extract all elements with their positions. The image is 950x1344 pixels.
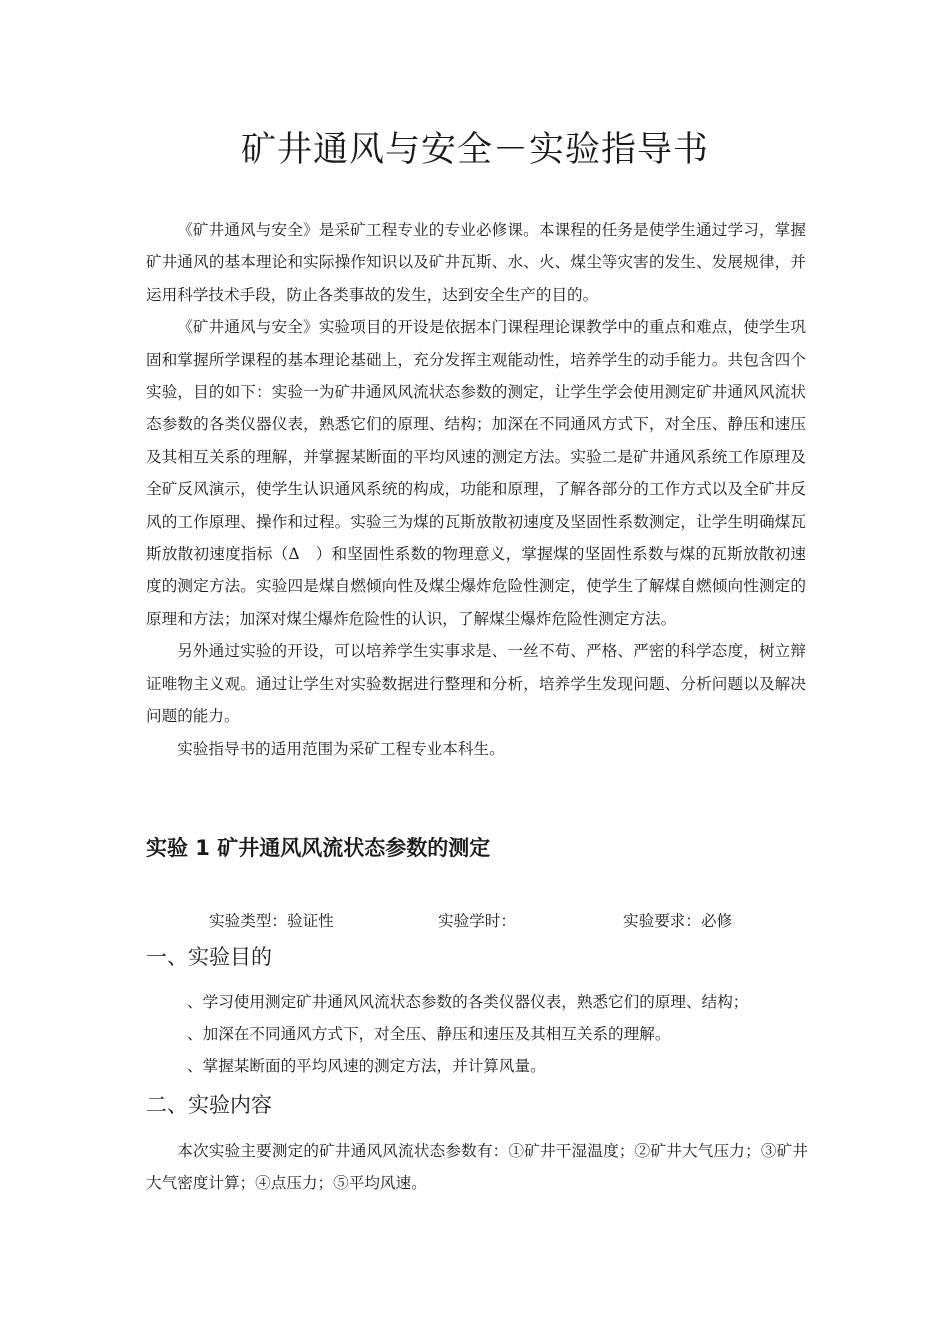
experiment-meta [0,906,950,936]
experiment-hours: 实验学时： [438,912,516,930]
objectives-list [187,986,827,1082]
intro-section [146,214,806,765]
list-item: 、学习使用测定矿井通风风流状态参数的各类仪器仪表，熟悉它们的原理、结构； [187,993,749,1011]
intro-paragraph: 《矿井通风与安全》是采矿工程专业的专业必修课。本课程的任务是使学生通过学习，掌握矿井通风的基本理论和实际操作知识以及矿井瓦斯、水、火、煤尘等灾害的发生、发展规律，并运用科学技术手段，防止各类事故的发生，达到安全生产的目的。 [146,221,806,304]
section-heading-objectives: 一、实验目的 [146,945,272,969]
intro-paragraph: 实验指导书的适用范围为采矿工程专业本科生。 [177,739,505,758]
intro-paragraph: 另外通过实验的开设，可以培养学生实事求是、一丝不苟、严格、严密的科学态度，树立辩证唯物主义观。通过让学生对实验数据进行整理和分析，培养学生发现问题、分析问题以及解决问题的能力。 [146,642,806,726]
list-item: 、加深在不同通风方式下，对全压、静压和速压及其相互关系的理解。 [187,1025,671,1043]
intro-paragraph: 《矿井通风与安全》实验项目的开设是依据本门课程理论课教学中的重点和难点，使学生巩固和掌握所学课程的基本理论基础上，充分发挥主观能动性，培养学生的动手能力。共包含四个实验，目的如下：实验一为矿井通风风流状态参数的测定，让学生学会使用测定矿井通风风流状态参数的各类仪器仪表，熟悉它们的原理、结构；加深在不同通风方式下，对全压、静压和速压及其相互关系的理解，并掌握某断面的平均风速的测定方法。实验二是矿井通风系统工作原理及全矿反风演示，使学生认识通风系统的构成，功能和原理，了解各部分的工作方式以及全矿井反风的工作原理、操作和过程。实验三为煤的瓦斯放散初速度及坚固性系数测定，让学生明确煤瓦斯放散初速度指标（Δ ）和坚固性系数的物理意义，掌握煤的坚固性系数与煤的瓦斯放散初速度的测定方法。实验四是煤自燃倾向性及煤尘爆炸危险性测定，使学生了解煤自燃倾向性测定的原理和方法；加深对煤尘爆炸危险性的认识，了解煤尘爆炸危险性测定方法。 [146,318,806,628]
document-title: 矿井通风与安全－实验指导书 [240,130,709,170]
content-paragraph: 本次实验主要测定的矿井通风风流状态参数有：①矿井干湿温度；②矿井大气压力；③矿井大气密度计算；④点压力；⑤平均风速。 [146,1142,808,1193]
experiment-type: 实验类型：验证性 [209,912,334,930]
experiment-heading: 实验 1 矿井通风风流状态参数的测定 [146,836,491,860]
section-heading-content: 二、实验内容 [146,1093,272,1117]
experiment-requirement: 实验要求：必修 [623,912,733,930]
list-item: 、掌握某断面的平均风速的测定方法，并计算风量。 [187,1057,546,1075]
